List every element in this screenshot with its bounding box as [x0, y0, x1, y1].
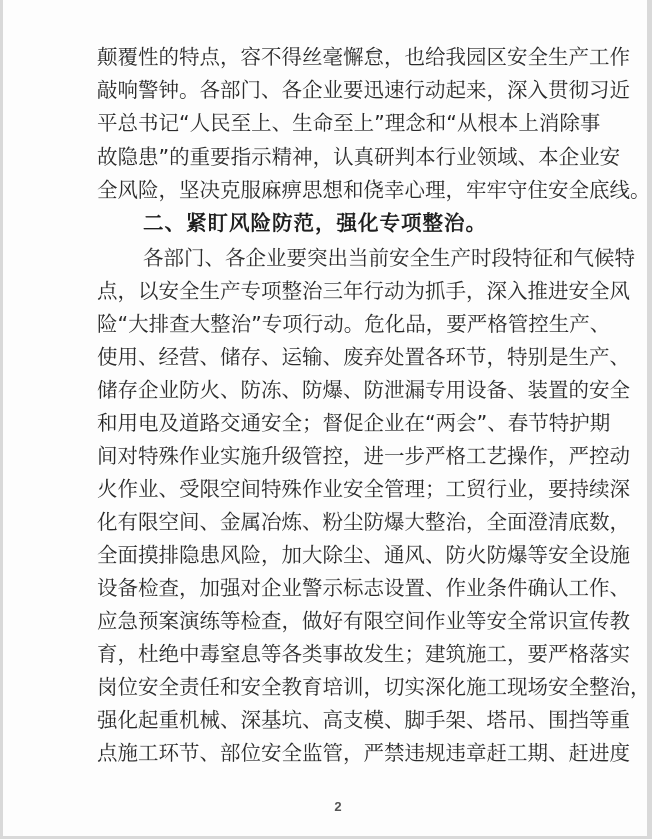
- text-line: 岗位安全责任和安全教育培训，切实深化施工现场安全整治，: [97, 675, 651, 699]
- text-line: 全风险，坚决克服麻痹思想和侥幸心理，牢牢守住安全底线。: [97, 178, 651, 202]
- text-line: 各部门、各企业要突出当前安全生产时段特征和气候特: [143, 246, 635, 270]
- text-line: 颠覆性的特点，容不得丝毫懈怠，也给我园区安全生产工作: [97, 45, 630, 69]
- text-line: 点施工环节、部位安全监管，严禁违规违章赶工期、赶进度: [97, 741, 630, 765]
- page-number: 2: [334, 799, 342, 814]
- text-line: 和用电及道路交通安全；督促企业在“两会”、春节特护期: [97, 411, 611, 435]
- text-line: 险“大排查大整治”专项行动。危化品，要严格管控生产、: [97, 312, 611, 336]
- text-line: 敲响警钟。各部门、各企业要迅速行动起来，深入贯彻习近: [97, 78, 630, 102]
- section-heading: 二、紧盯风险防范，强化专项整治。: [143, 211, 487, 235]
- text-line: 育，杜绝中毒窒息等各类事故发生；建筑施工，要严格落实: [97, 642, 630, 666]
- text-line: 应急预案演练等检查，做好有限空间作业等安全常识宣传教: [97, 609, 630, 633]
- text-line: 故隐患”的重要指示精神，认真研判本行业领域、本企业安: [97, 145, 621, 169]
- text-line: 设备检查，加强对企业警示标志设置、作业条件确认工作、: [97, 576, 630, 600]
- text-line: 火作业、受限空间特殊作业安全管理；工贸行业，要持续深: [97, 477, 630, 501]
- text-line: 间对特殊作业实施升级管控，进一步严格工艺操作，严控动: [97, 444, 630, 468]
- text-line: 使用、经营、储存、运输、废弃处置各环节，特别是生产、: [97, 345, 630, 369]
- text-line: 化有限空间、金属冶炼、粉尘防爆大整治，全面澄清底数，: [97, 510, 630, 534]
- text-line: 全面摸排隐患风险，加大除尘、通风、防火防爆等安全设施: [97, 543, 630, 567]
- text-line: 平总书记“人民至上、生命至上”理念和“从根本上消除事: [97, 111, 601, 135]
- text-line: 储存企业防火、防冻、防爆、防泄漏专用设备、装置的安全: [97, 378, 630, 402]
- text-line: 强化起重机械、深基坑、高支模、脚手架、塔吊、围挡等重: [97, 708, 630, 732]
- document-page: [3, 0, 651, 836]
- text-line: 点，以安全生产专项整治三年行动为抓手，深入推进安全风: [97, 279, 630, 303]
